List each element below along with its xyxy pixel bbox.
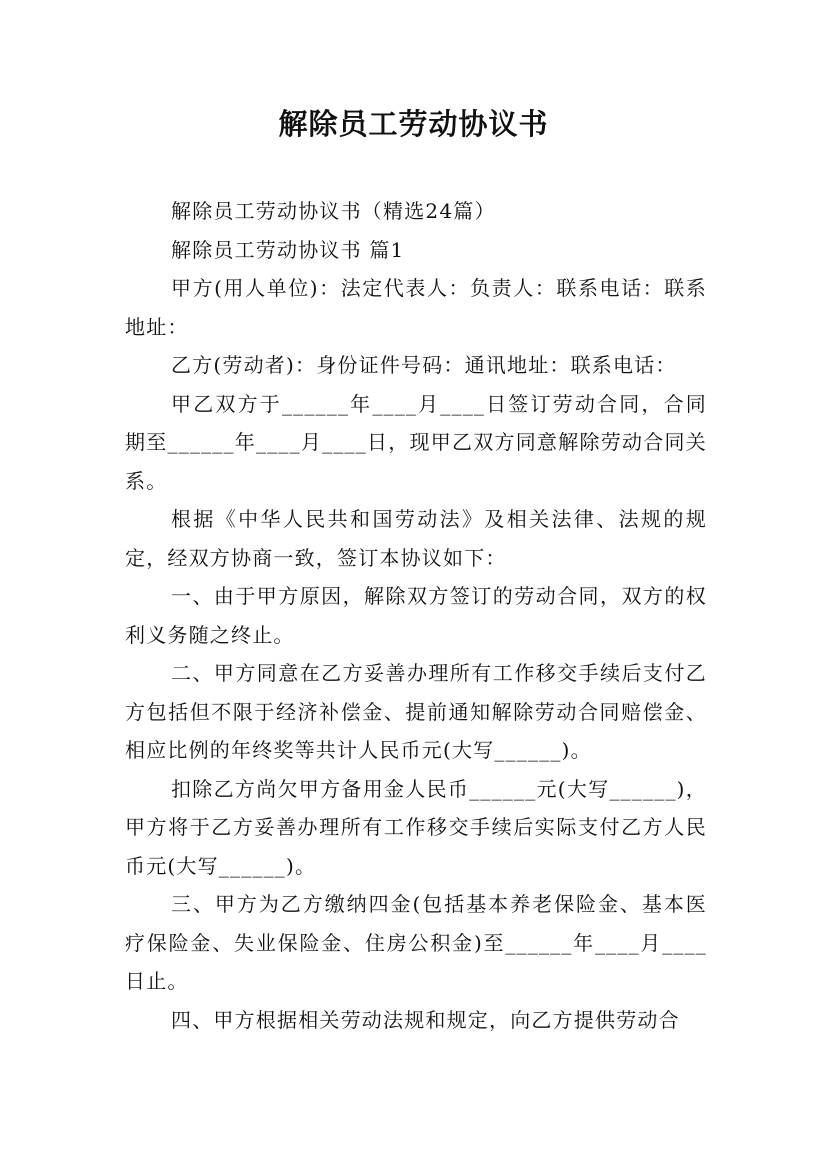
contract-dates-paragraph: 甲乙双方于______年____月____日签订劳动合同，合同期至______年____月____日，现甲乙双方同意解除劳动合同关系。 xyxy=(125,391,707,493)
clause-1: 一、由于甲方原因，解除双方签订的劳动合同，双方的权利义务随之终止。 xyxy=(125,584,707,647)
document-title: 解除员工劳动协议书 xyxy=(278,107,549,141)
heading-collection: 解除员工劳动协议书（精选24篇） xyxy=(171,199,496,223)
party-a-info: 甲方(用人单位)：法定代表人：负责人：联系电话：联系地址： xyxy=(125,276,707,339)
clause-3: 三、甲方为乙方缴纳四金(包括基本养老保险金、基本医疗保险金、失业保险金、住房公积金)至______年____月____日止。 xyxy=(125,892,707,993)
clause-2: 二、甲方同意在乙方妥善办理所有工作移交手续后支付乙方包括但不限于经济补偿金、提前通知解除劳动合同赔偿金、相应比例的年终奖等共计人民币元(大写______)。 xyxy=(125,661,707,762)
clause-4: 四、甲方根据相关劳动法规和规定，向乙方提供劳动合 xyxy=(171,1007,680,1032)
legal-basis-paragraph: 根据《中华人民共和国劳动法》及相关法律、法规的规定，经双方协商一致，签订本协议如下： xyxy=(125,507,707,570)
heading-article-1: 解除员工劳动协议书 篇1 xyxy=(171,237,405,262)
party-b-info: 乙方(劳动者)：身份证件号码：通讯地址：联系电话： xyxy=(171,353,677,377)
deduction-paragraph: 扣除乙方尚欠甲方备用金人民币______元(大写______)，甲方将于乙方妥善办理所有工作移交手续后实际支付乙方人民币元(大写______)。 xyxy=(125,776,707,878)
document-body xyxy=(125,192,707,1039)
